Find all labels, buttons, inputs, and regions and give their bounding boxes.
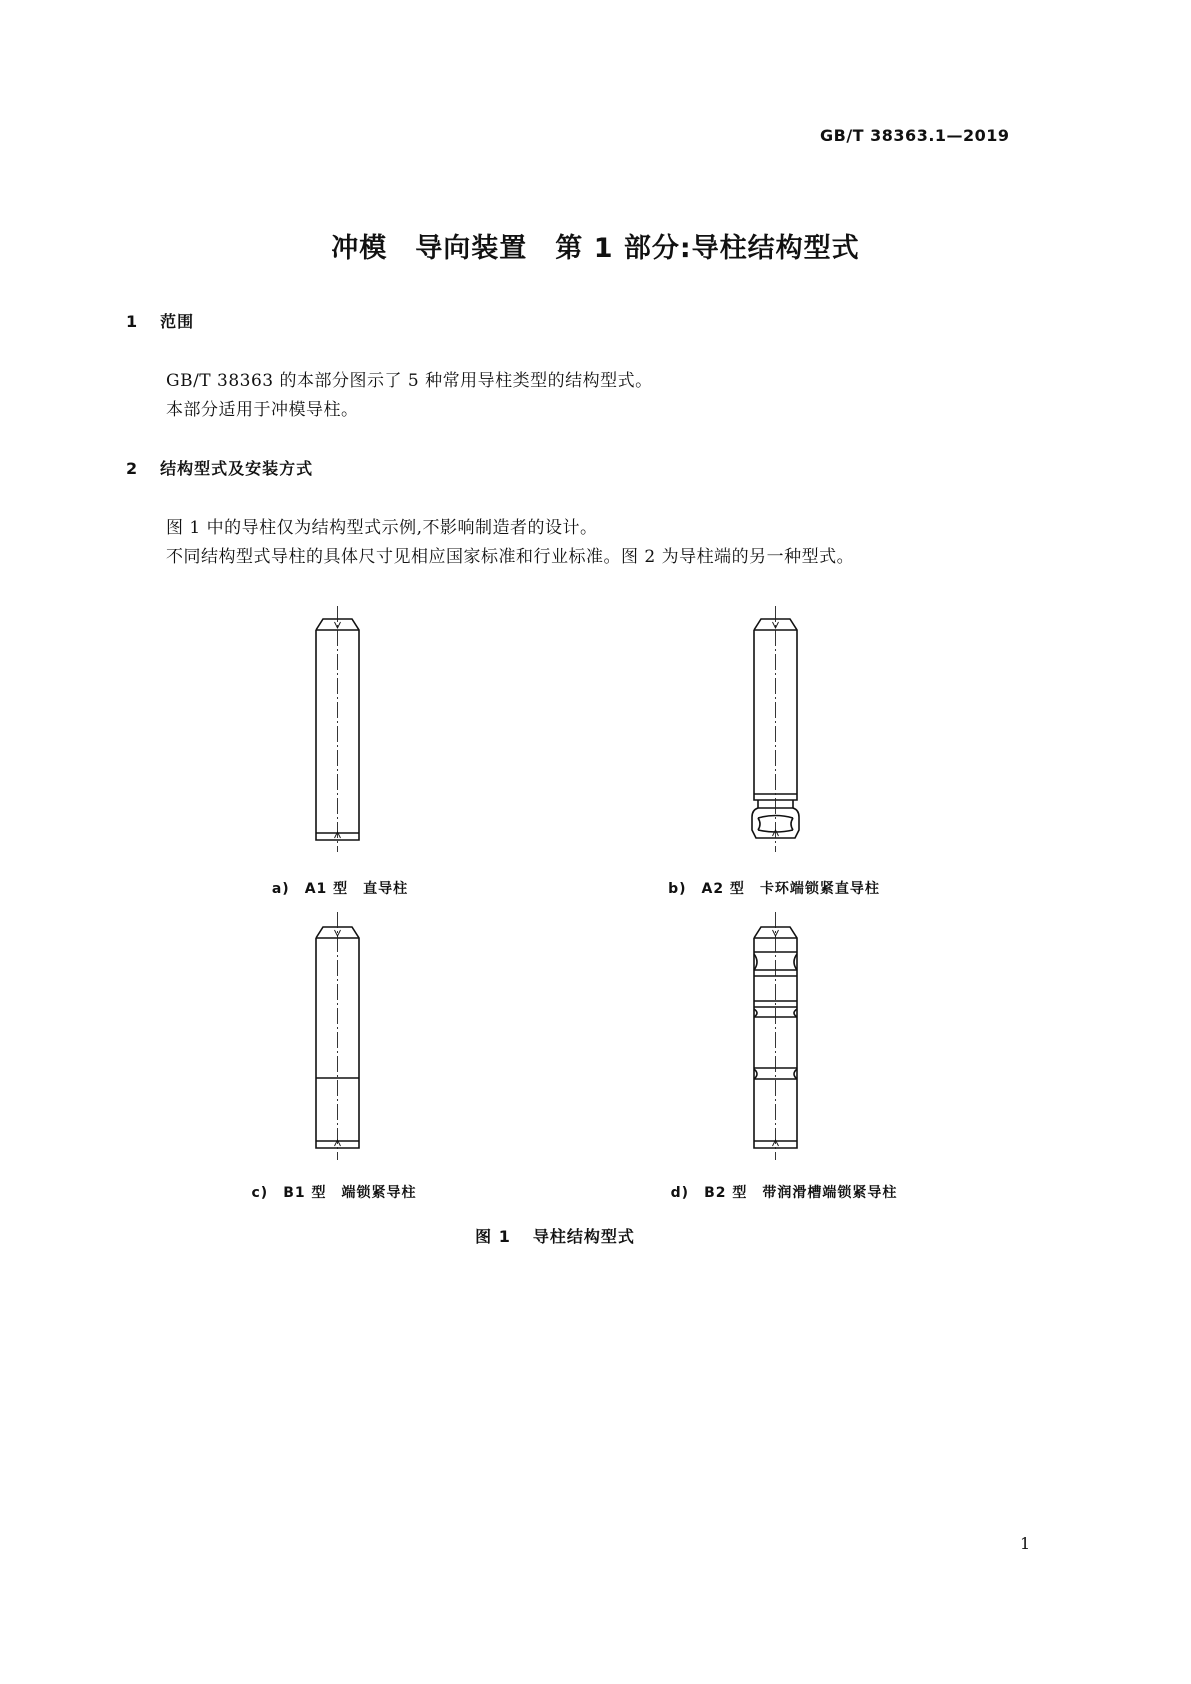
paragraph: GB/T 38363 的本部分图示了 5 种常用导柱类型的结构型式。 (166, 371, 653, 391)
subfigure-name: 卡环端锁紧直导柱 (759, 881, 880, 897)
subfigure-a-caption (180, 878, 500, 898)
section-title: 结构型式及安装方式 (160, 459, 314, 478)
guide-pillar-b2-drawing (734, 906, 814, 1166)
subfigure-type: A1 型 (304, 881, 349, 897)
subfigure-letter: d) (670, 1185, 690, 1201)
subfigure-name: 带润滑槽端锁紧导柱 (762, 1185, 898, 1201)
section-number: 2 (126, 459, 139, 478)
section-title: 范围 (160, 312, 195, 331)
figure-caption (0, 1224, 1110, 1247)
document-title: 冲模 导向装置 第 1 部分:导柱结构型式 (331, 233, 860, 264)
paragraph: 图 1 中的导柱仅为结构型式示例,不影响制造者的设计。 (166, 518, 598, 538)
guide-pillar-a2-drawing (734, 602, 814, 862)
figure-title: 导柱结构型式 (532, 1227, 635, 1246)
subfigure-b-caption (614, 878, 934, 898)
page-number: 1 (1020, 1534, 1031, 1553)
subfigure-letter: a) (271, 881, 290, 897)
paragraph: 本部分适用于冲模导柱。 (166, 400, 359, 420)
subfigure-name: 直导柱 (363, 881, 409, 897)
section-2-heading (126, 456, 313, 479)
subfigure-type: A2 型 (701, 881, 745, 897)
section-number: 1 (126, 312, 139, 331)
subfigure-letter: b) (668, 881, 687, 897)
guide-pillar-b1-drawing (296, 906, 376, 1166)
subfigure-d-caption (614, 1182, 954, 1202)
subfigure-type: B1 型 (283, 1185, 327, 1201)
paragraph: 不同结构型式导柱的具体尺寸见相应国家标准和行业标准。图 2 为导柱端的另一种型式。 (166, 547, 855, 567)
standard-code: GB/T 38363.1—2019 (820, 126, 1010, 145)
subfigure-c-caption (174, 1182, 494, 1202)
subfigure-type: B2 型 (704, 1185, 748, 1201)
subfigure-name: 端锁紧导柱 (341, 1185, 417, 1201)
subfigure-letter: c) (251, 1185, 269, 1201)
section-1-heading (126, 309, 194, 332)
figure-number: 图 1 (475, 1227, 511, 1246)
guide-pillar-a1-drawing (296, 602, 376, 862)
